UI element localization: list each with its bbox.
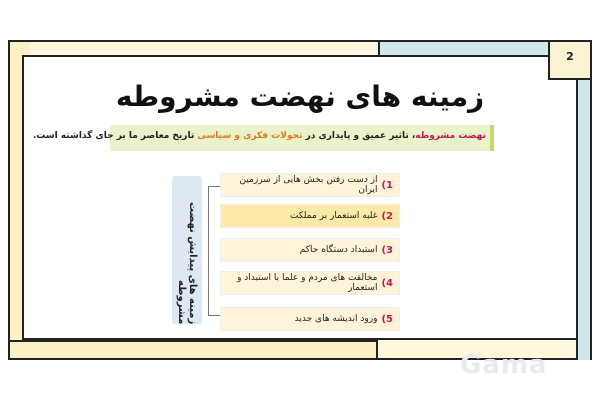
list-item [220,173,400,197]
right-teal-strip [576,80,592,360]
item-text: از دست رفتن بخش هایی از سرزمین ایران [239,175,378,195]
watermark-logo: Gama [460,350,548,380]
list-item [220,204,400,228]
list-item [220,307,400,331]
item-text: ورود اندیشه های جدید [294,314,378,324]
item-text: غلبه استعمار بر مملکت [289,211,378,221]
subtitle-highlight-1: نهضت مشروطه [415,131,486,141]
side-label [172,176,202,324]
subtitle-highlight-2: تحولات فکری و سیاسی [197,131,303,141]
subtitle-text [32,131,486,141]
page-number: 2 [566,50,574,63]
side-label-text: زمینه های پیدایش نهضت مشروطه [176,201,198,324]
item-number: 4) [381,277,393,289]
bottom-yellow-strip [8,340,378,360]
item-number: 2) [381,210,393,222]
subtitle-part-2: ، تاثیر عمیق و پایداری در [302,131,416,141]
item-number: 1) [381,179,393,191]
item-number: 3) [381,244,393,256]
list-item [220,271,400,295]
slide-title: زمینه های نهضت مشروطه [115,80,485,113]
item-text: استبداد دستگاه حاکم [299,245,378,255]
item-number: 5) [381,313,393,325]
item-text: مخالفت های مردم و علما با استبداد و استعمار [237,273,378,293]
list-item [220,238,400,262]
subtitle-part-4: تاریخ معاصر ما بر جای گذاشته است. [32,131,198,141]
